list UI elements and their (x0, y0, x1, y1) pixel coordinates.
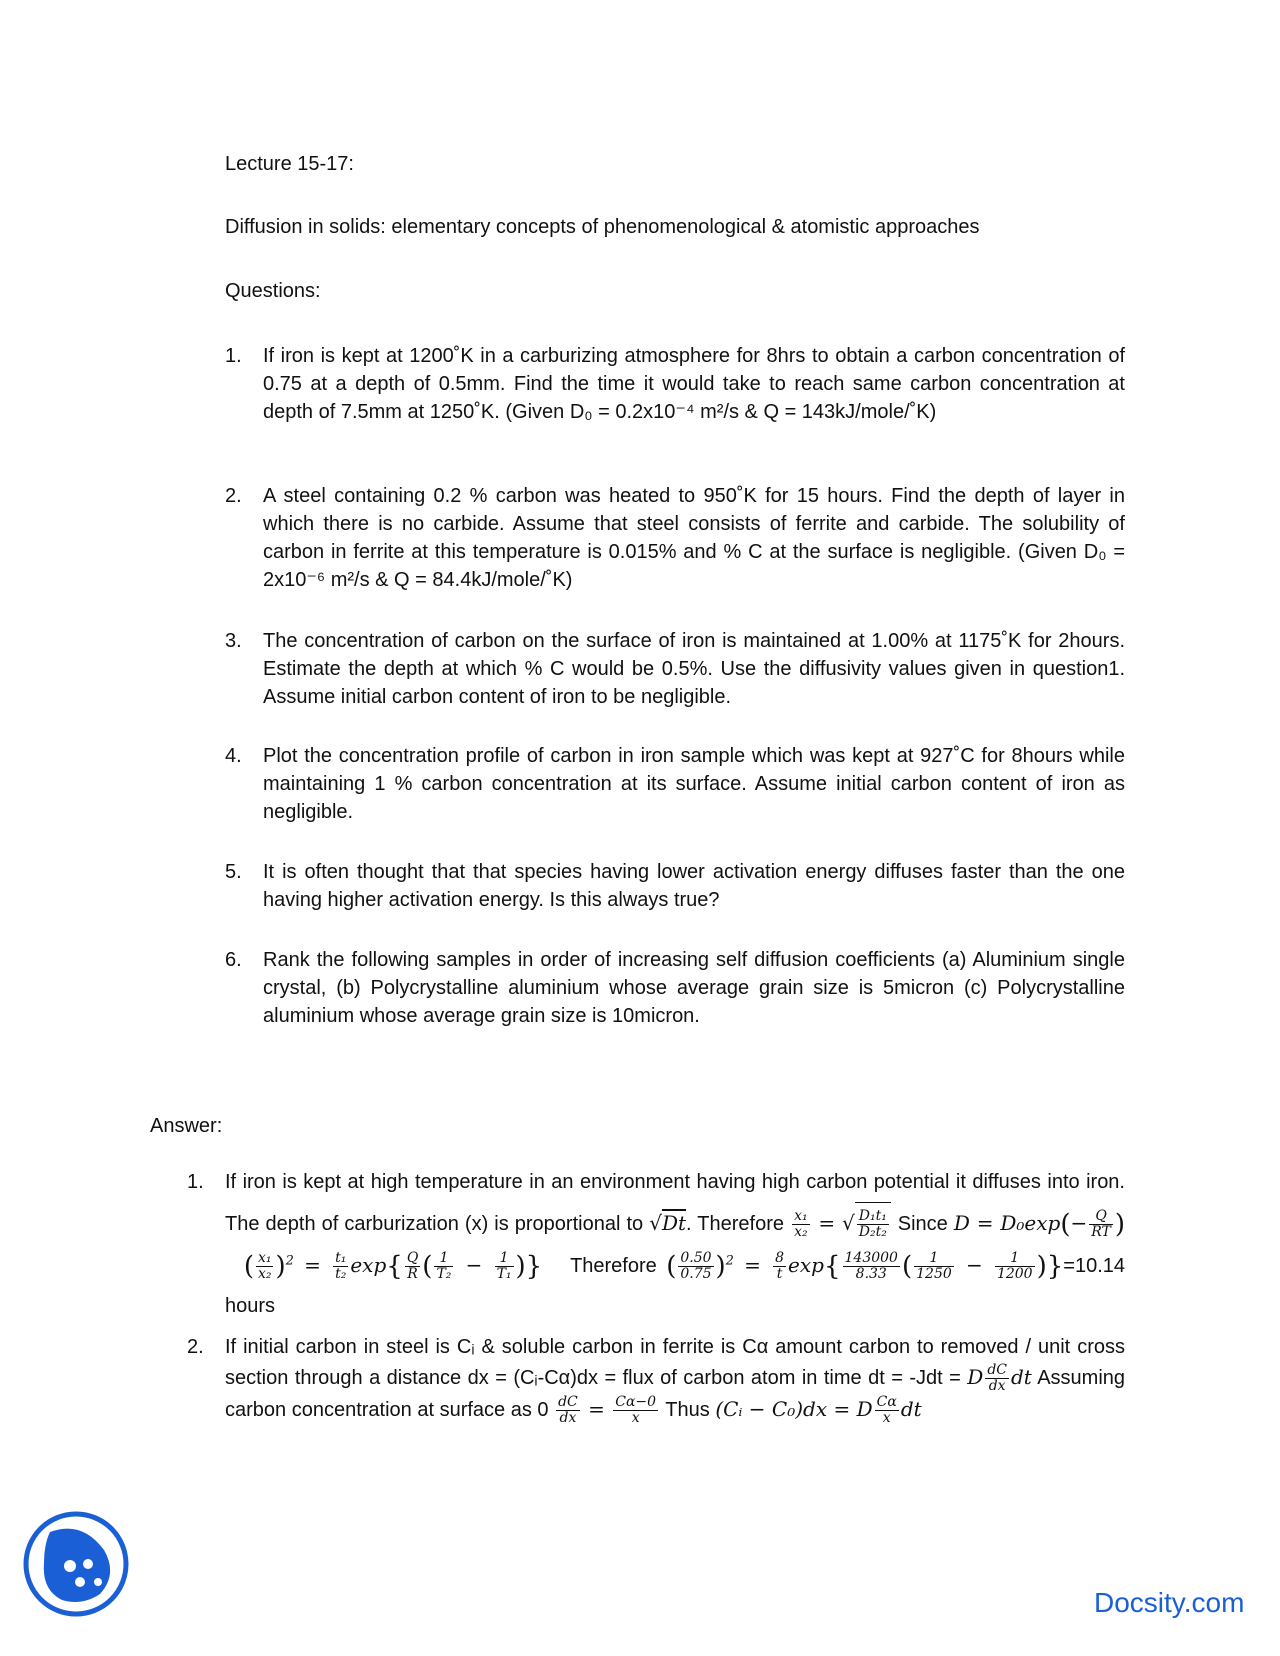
question-number: 4. (225, 745, 242, 767)
question-item (225, 858, 1125, 946)
question-number: 2. (225, 485, 242, 507)
question-item (225, 342, 1125, 482)
answer-item (187, 1332, 1125, 1426)
question-number: 6. (225, 949, 242, 971)
question-item (225, 482, 1125, 627)
sqrt-dt-formula: √Dt (649, 1211, 687, 1235)
arrhenius-formula: D = D₀exp(− $\frac{Q}{RT}$ ) (953, 1208, 1126, 1240)
question-text: A steel containing 0.2 % carbon was heated to 950˚K for 15 hours. Find the depth of layer in which there is no carbide. Assume that steel consists of ferrite and carbide. The solubility of carbon in ferrite at this temperature is 0.015% and % C at the surface is negligible. (Given D₀ = 2x10⁻⁶ m²/s & Q = 84.4kJ/mole/˚K) (263, 485, 1125, 591)
lecture-subtitle: Diffusion in solids: elementary concepts of phenomenological & atomistic approaches (225, 216, 980, 238)
answer-text: . Therefore (686, 1213, 784, 1235)
question-number: 5. (225, 861, 242, 883)
depth-ratio-formula: $\frac{\text{x₁}}{\text{x₂}}$ = √ $\frac{\text{D₁t₁}}{\text{D₂t₂}}$ (790, 1211, 898, 1235)
ratio-exp-formula: ( $\frac{\text{x₁}}{\text{x₂}}$ )$^2$ = $\frac{\text{t₁}}{\text{t₂}}$ exp{ $\frac{Q}{R}$ ( $\frac{1}{\text{T₂}}$ − $\frac{1}{\text{T₁}}$ )} (243, 1249, 543, 1282)
answer-text: Since (897, 1213, 948, 1235)
question-text: It is often thought that that species having lower activation energy diffuses faster than the one having higher activation energy. Is this always true? (263, 861, 1125, 911)
docsity-brand[interactable]: Docsity.com (1094, 1587, 1245, 1618)
question-text: Rank the following samples in order of increasing self diffusion coefficients (a) Aluminium single crystal, (b) Polycrystalline aluminium whose average grain size is 5micron (c) Polycrystalline aluminium whose average grain size is 10micron. (263, 949, 1125, 1027)
answers-list (187, 1162, 1125, 1426)
question-item (225, 946, 1125, 1030)
numeric-formula: ( $\frac{0.50}{0.75}$ )$^2$ = $\frac{8}{t}$ exp{ $\frac{143000}{8.33}$ ( $\frac{1}{1250}$ − $\frac{1}{1200}$ )} (666, 1249, 1064, 1282)
question-number: 3. (225, 630, 242, 652)
question-item (225, 627, 1125, 742)
answer-text: Assuming carbon concentration at surface as 0 (225, 1367, 1126, 1421)
gradient-formula: $\frac{dC}{dx}$ = $\frac{C\alpha-0}{x}$ (558, 1394, 657, 1426)
answer-text: If initial carbon in steel is Cᵢ & soluble carbon in ferrite is Cα amount carbon to removed / unit cross section through a distance dx = (Cᵢ-Cα)dx = flux of carbon atom in time dt = -Jdt = (225, 1336, 1125, 1389)
docsity-logo-icon (22, 1510, 130, 1618)
question-text: Plot the concentration profile of carbon in iron sample which was kept at 927˚C for 8hours while maintaining 1 % carbon concentration at its surface. Assume initial carbon content of iron as negligible. (263, 745, 1125, 823)
answer-result: =10.14 hours (225, 1254, 1125, 1317)
questions-list (225, 342, 1125, 1030)
balance-formula: (Cᵢ − C₀)dx = D $\frac{C\alpha}{x}$ dt (715, 1394, 922, 1426)
question-number: 1. (225, 345, 242, 367)
answer-text: If iron is kept at high temperature in an environment having high carbon potential it diffuses into iron. The depth of carburization (x) is proportional to (225, 1171, 1125, 1235)
answer-number: 2. (187, 1336, 204, 1358)
question-item (225, 742, 1125, 858)
answer-heading: Answer: (150, 1115, 223, 1137)
fick-formula: D $\frac{dC}{dx}$ dt (967, 1362, 1032, 1394)
answer-text: Therefore (570, 1254, 657, 1277)
answer-number: 1. (187, 1171, 204, 1193)
question-text: The concentration of carbon on the surface of iron is maintained at 1.00% at 1175˚K for 2hours. Estimate the depth at which % C would be 0.5%. Use the diffusivity values given in question1. Assume initial carbon content of iron to be negligible. (263, 630, 1125, 708)
answer-text: Thus (665, 1399, 710, 1421)
questions-heading: Questions: (225, 280, 321, 302)
answer-item (187, 1162, 1125, 1332)
question-text: If iron is kept at 1200˚K in a carburizing atmosphere for 8hrs to obtain a carbon concentration of 0.75 at a depth of 0.5mm. Find the time it would take to reach same carbon concentration at depth of 7.5mm at 1250˚K. (Given D₀ = 0.2x10⁻⁴ m²/s & Q = 143kJ/mole/˚K) (263, 345, 1125, 423)
lecture-title: Lecture 15-17: (225, 153, 354, 175)
